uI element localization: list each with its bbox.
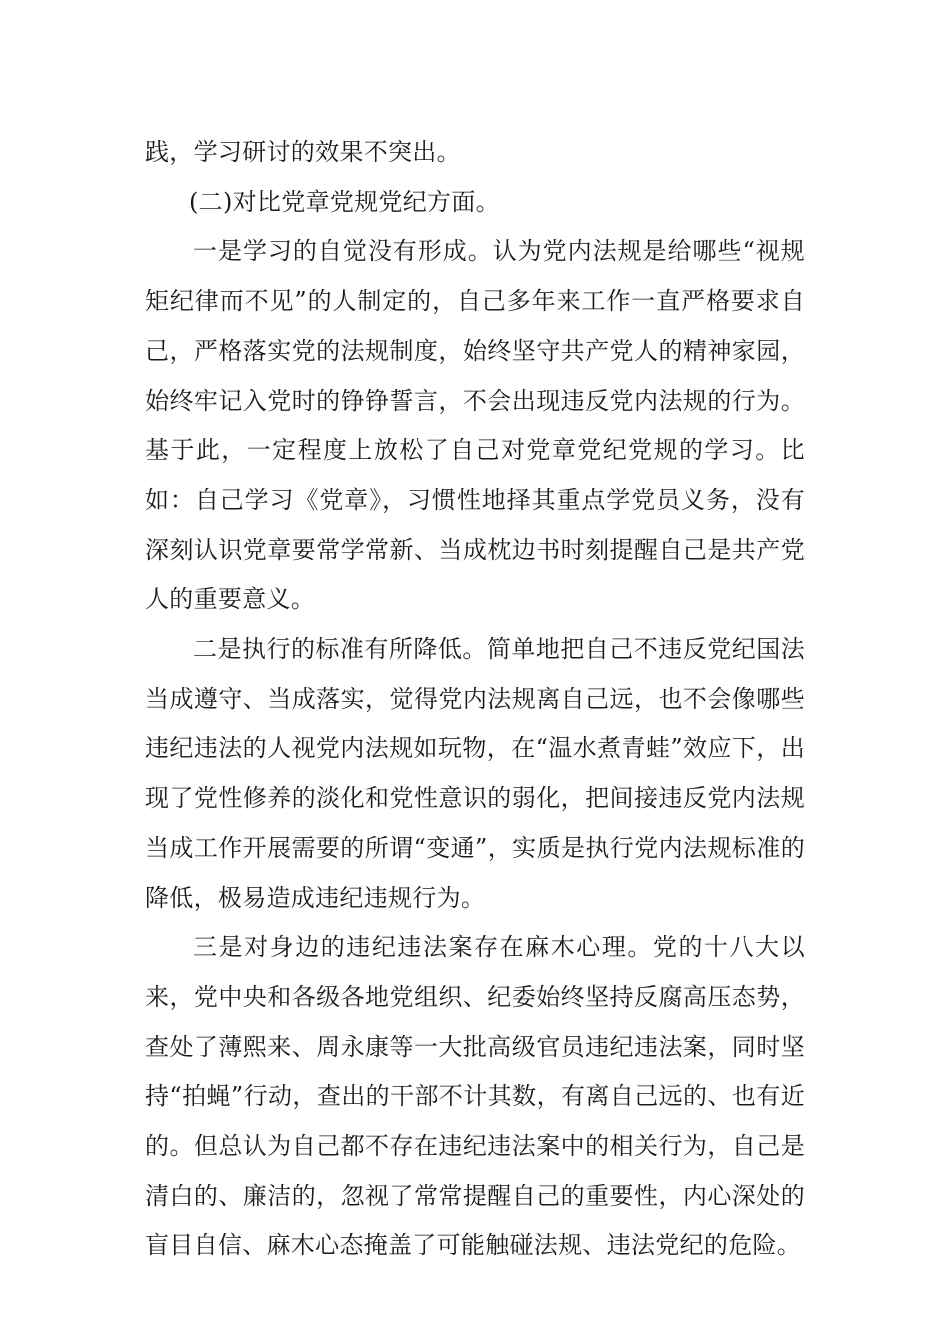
paragraph-study-awareness: 一是学习的自觉没有形成。认为党内法规是给哪些“视规矩纪律而不见”的人制定的，自己多年来工作一直严格要求自己，严格落实党的法规制度，始终坚守共产党人的精神家园，始终牢记入党时的铮铮誓言，不会出现违反党内法规的行为。基于此，一定程度上放松了自己对党章党纪党规的学习。比如：自己学习《党章》，习惯性地择其重点学党员义务，没有深刻认识党章要常学常新、当成枕边书时刻提醒自己是共产党人的重要意义。 bbox=[145, 237, 805, 614]
paragraph-continuation: 践，学习研讨的效果不突出。 bbox=[145, 138, 461, 166]
paragraph-numbness: 三是对身边的违纪违法案存在麻木心理。党的十八大以来，党中央和各级各地党组织、纪委始终坚持反腐高压态势，查处了薄熙来、周永康等一大批高级官员违纪违法案，同时坚持“拍蝇”行动，查出的干部不计其数，有离自己远的、也有近的。但总认为自己都不存在违纪违法案中的相关行为，自己是清白的、廉洁的，忽视了常常提醒自己的重要性，内心深处的盲目自信、麻木心态掩盖了可能触碰法规、违法党纪的危险。 bbox=[145, 933, 805, 1260]
document-body bbox=[145, 128, 805, 1271]
section-heading: (二)对比党章党规党纪方面。 bbox=[189, 187, 500, 216]
paragraph-execution-standard: 二是执行的标准有所降低。简单地把自己不违反党纪国法当成遵守、当成落实，觉得党内法规离自己远，也不会像哪些违纪违法的人视党内法规如玩物，在“温水煮青蛙”效应下，出现了党性修养的淡化和党性意识的弱化，把间接违反党内法规当成工作开展需要的所谓“变通”，实质是执行党内法规标准的降低，极易造成违纪违规行为。 bbox=[145, 635, 805, 912]
